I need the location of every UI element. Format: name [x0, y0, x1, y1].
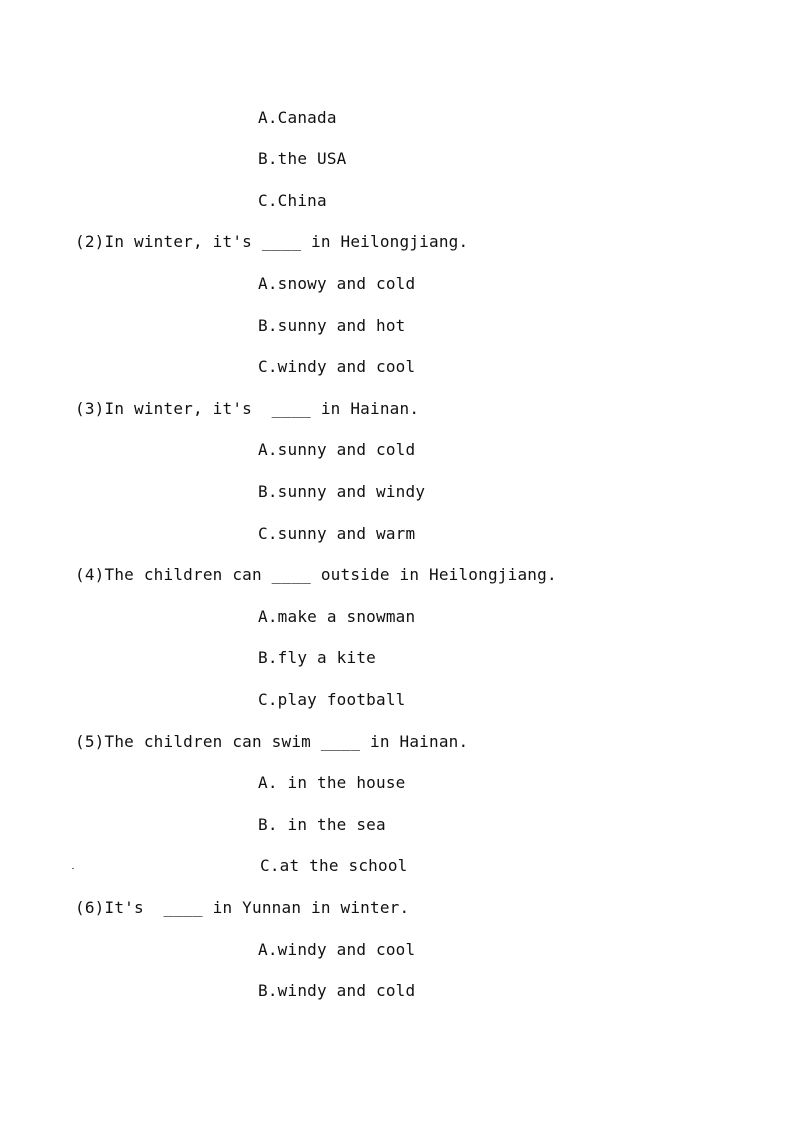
- q6-option-a: A.windy and cool: [258, 940, 416, 959]
- q2-option-c: C.windy and cool: [258, 357, 416, 376]
- q3-option-a: A.sunny and cold: [258, 440, 416, 459]
- q2-stem: (2)In winter, it's ____ in Heilongjiang.: [75, 232, 469, 251]
- q1-option-b: B.the USA: [258, 149, 347, 168]
- q6-option-b: B.windy and cold: [258, 981, 416, 1000]
- q2-option-b: B.sunny and hot: [258, 316, 406, 335]
- stray-mark: [72, 868, 74, 869]
- q5-option-a: A. in the house: [258, 773, 406, 792]
- q3-option-c: C.sunny and warm: [258, 524, 416, 543]
- q5-stem: (5)The children can swim ____ in Hainan.: [75, 732, 469, 751]
- q6-stem: (6)It's ____ in Yunnan in winter.: [75, 898, 410, 917]
- q4-stem: (4)The children can ____ outside in Heilongjiang.: [75, 565, 557, 584]
- q5-option-c: C.at the school: [260, 856, 408, 875]
- q3-option-b: B.sunny and windy: [258, 482, 426, 501]
- q4-option-a: A.make a snowman: [258, 607, 416, 626]
- q1-option-a: A.Canada: [258, 108, 337, 127]
- q5-option-b: B. in the sea: [258, 815, 386, 834]
- q3-stem: (3)In winter, it's ____ in Hainan.: [75, 399, 420, 418]
- q4-option-c: C.play football: [258, 690, 406, 709]
- q1-option-c: C.China: [258, 191, 327, 210]
- q4-option-b: B.fly a kite: [258, 648, 376, 667]
- q2-option-a: A.snowy and cold: [258, 274, 416, 293]
